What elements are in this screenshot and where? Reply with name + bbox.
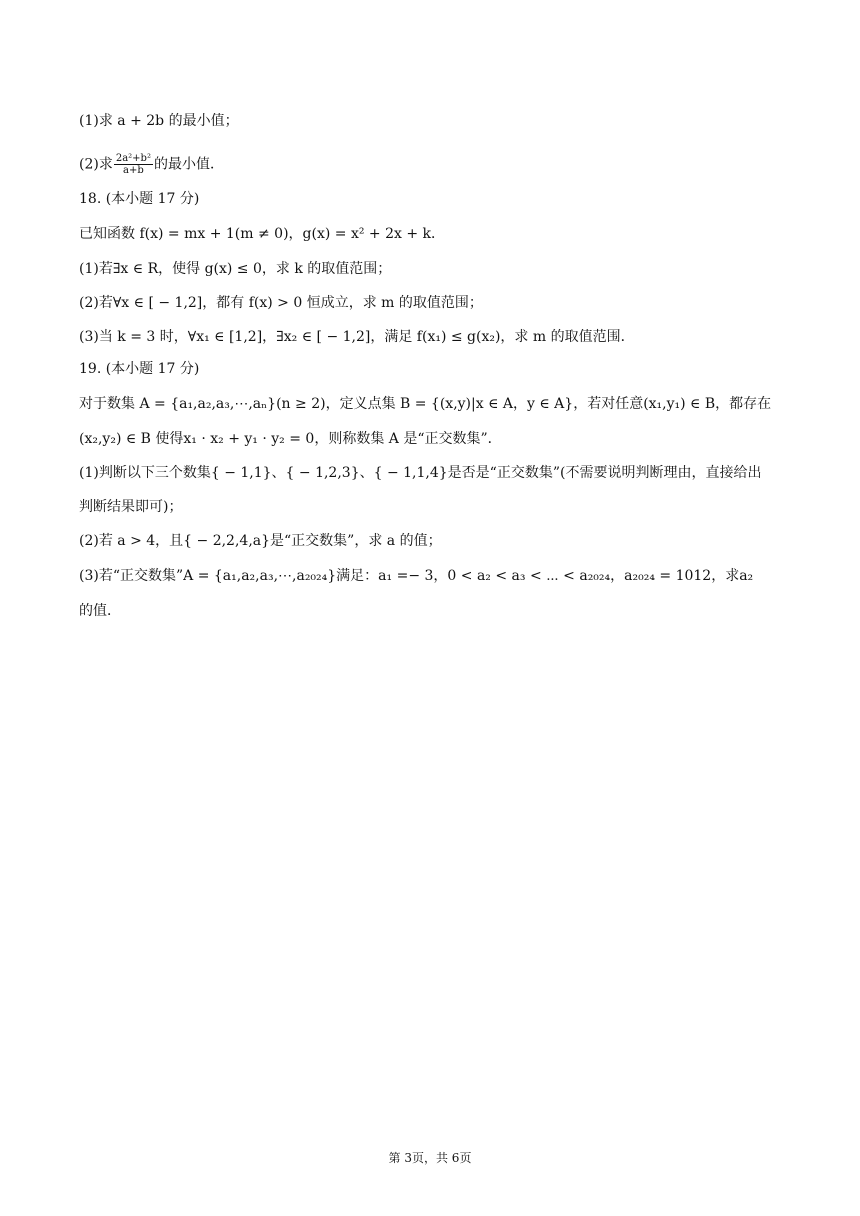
problem-18-part1: (1)若∃x ∈ R，使得 g(x) ≤ 0，求 k 的取值范围； [79, 261, 392, 277]
problem-17-part2 [79, 153, 224, 176]
fraction-numerator: 2a²+b² [115, 153, 151, 164]
problem-19-statement-line2: (x₂,y₂) ∈ B 使得x₁ · x₂ + y₁ · y₂ = 0，则称数集 A 是“正交数集”． [79, 431, 502, 447]
problem-18-part3: (3)当 k = 3 时，∀x₁ ∈ [1,2]，∃x₂ ∈ [ − 1,2]，满足 f(x₁) ≤ g(x₂)，求 m 的取值范围． [79, 329, 635, 345]
problem-19-part1-line2: 判断结果即可)； [79, 499, 183, 515]
problem-18-heading: 18. (本小题 17 分) [79, 191, 200, 207]
page-footer: 第 3页，共 6页 [388, 1151, 472, 1165]
problem-19-statement-line1: 对于数集 A = {a₁,a₂,a₃,⋯,aₙ}(n ≥ 2)，定义点集 B = {(x,y)|x ∈ A，y ∈ A}，若对任意(x₁,y₁) ∈ B，都存在 [79, 396, 772, 412]
problem-19-part3-line1: (3)若“正交数集”A = {a₁,a₂,a₃,⋯,a₂₀₂₄}满足：a₁ =− 3，0 < a₂ < a₃ < ⋯ < a₂₀₂₄，a₂₀₂₄ = 1012，求a₂ [79, 568, 754, 584]
problem-17-part1: (1)求 a + 2b 的最小值； [79, 113, 239, 129]
problem-17-part2-prefix: (2)求 [79, 156, 113, 173]
fraction-denominator: a+b [123, 165, 144, 176]
problem-18-statement: 已知函数 f(x) = mx + 1(m ≠ 0)，g(x) = x² + 2x + k． [79, 226, 445, 242]
problem-19-part3-line2: 的值． [79, 603, 121, 619]
fraction [114, 153, 153, 176]
problem-19-part1-line1: (1)判断以下三个数集{ − 1,1}、{ − 1,2,3}、{ − 1,1,4}是否是“正交数集”(不需要说明判断理由，直接给出 [79, 465, 762, 481]
problem-19-part2: (2)若 a > 4，且{ − 2,2,4,a}是“正交数集”，求 a 的值； [79, 533, 442, 549]
problem-18-part2: (2)若∀x ∈ [ − 1,2]，都有 f(x) > 0 恒成立，求 m 的取值范围； [79, 295, 483, 311]
problem-19-heading: 19. (本小题 17 分) [79, 361, 200, 377]
problem-17-part2-suffix: 的最小值． [153, 156, 224, 173]
